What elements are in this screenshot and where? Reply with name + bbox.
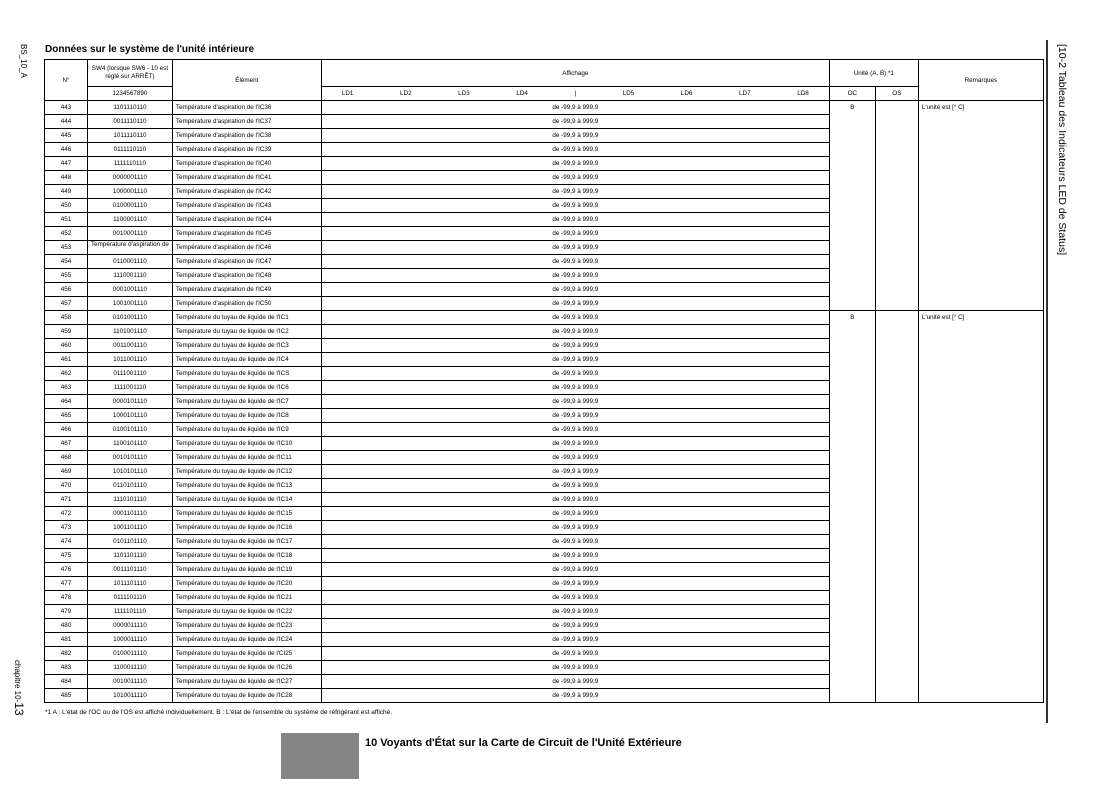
- sw4-setting: 1100101110: [88, 437, 173, 451]
- unit-os: [875, 311, 918, 703]
- sw4-setting: 0001101110: [88, 507, 173, 521]
- row-number: 446: [45, 143, 88, 157]
- sw4-setting: 1110001110: [88, 269, 173, 283]
- row-element: Température du tuyau de liquide de l'IC14: [172, 493, 321, 507]
- row-number: 480: [45, 619, 88, 633]
- row-number: 470: [45, 479, 88, 493]
- chapter-label: [12, 660, 26, 716]
- row-number: 455: [45, 269, 88, 283]
- unit-oc: B: [829, 101, 875, 311]
- remarks: L'unité est [° C]: [918, 311, 1043, 703]
- header-remarks: Remarques: [918, 60, 1043, 101]
- row-number: 469: [45, 465, 88, 479]
- row-number: 474: [45, 535, 88, 549]
- row-display-range: de -99,9 à 999,9: [321, 213, 829, 227]
- header-unit: [829, 60, 918, 87]
- header-element: Élément: [172, 60, 321, 101]
- row-number: 460: [45, 339, 88, 353]
- sw4-setting: 1101101110: [88, 549, 173, 563]
- row-element: Température d'aspiration de l'IC50: [172, 297, 321, 311]
- row-display-range: de -99,9 à 999,9: [321, 465, 829, 479]
- row-element: Température d'aspiration de l'IC37: [172, 115, 321, 129]
- row-display-range: de -99,9 à 999,9: [321, 689, 829, 703]
- row-element: Température du tuyau de liquide de l'IC23: [172, 619, 321, 633]
- table-row: [45, 311, 1044, 325]
- row-display-range: de -99,9 à 999,9: [321, 339, 829, 353]
- row-display-range: de -99,9 à 999,9: [321, 437, 829, 451]
- row-number: 465: [45, 409, 88, 423]
- row-number: 450: [45, 199, 88, 213]
- sw4-setting: 1010101110: [88, 465, 173, 479]
- sw4-setting: 0011001110: [88, 339, 173, 353]
- next-section-heading: 10 Voyants d'État sur la Carte de Circuit de l'Unité Extérieure: [365, 737, 682, 749]
- header-display: Affichage: [321, 60, 829, 87]
- led-label: LD8: [797, 90, 809, 97]
- row-display-range: de -99,9 à 999,9: [321, 563, 829, 577]
- row-element: Température du tuyau de liquide de l'IC22: [172, 605, 321, 619]
- row-element: Température du tuyau de liquide de l'IC19: [172, 563, 321, 577]
- sw4-setting: 0011101110: [88, 563, 173, 577]
- row-display-range: de -99,9 à 999,9: [321, 675, 829, 689]
- footnote: *1 A : L'état de l'OC ou de l'OS est affiché individuellement. B : L'état de l'ensemble du système de réfrigérant est affiché.: [45, 709, 393, 716]
- row-element: Température du tuyau de liquide de l'IC21: [172, 591, 321, 605]
- row-element: Température du tuyau de liquide de l'IC17: [172, 535, 321, 549]
- row-number: 451: [45, 213, 88, 227]
- row-element: Température du tuyau de liquide de l'IC18: [172, 549, 321, 563]
- row-number: 457: [45, 297, 88, 311]
- sw4-setting: 0110001110: [88, 255, 173, 269]
- row-element: Température du tuyau de liquide de l'IC7: [172, 395, 321, 409]
- header-oc: OC: [829, 87, 875, 101]
- header-unit-label: Unité (A, B) *1: [853, 69, 894, 77]
- row-display-range: de -99,9 à 999,9: [321, 633, 829, 647]
- sw4-setting: 1111110110: [88, 157, 173, 171]
- unit-os: [875, 101, 918, 311]
- sw4-setting: Température d'aspiration de: [88, 241, 173, 255]
- row-number: 467: [45, 437, 88, 451]
- row-display-range: de -99,9 à 999,9: [321, 451, 829, 465]
- row-element: Température d'aspiration de l'IC47: [172, 255, 321, 269]
- row-element: Température du tuyau de liquide de l'IC11: [172, 451, 321, 465]
- row-display-range: de -99,9 à 999,9: [321, 101, 829, 115]
- row-element: Température d'aspiration de l'IC49: [172, 283, 321, 297]
- row-element: Température d'aspiration de l'IC46: [172, 241, 321, 255]
- row-number: 452: [45, 227, 88, 241]
- sw4-setting: 1101001110: [88, 325, 173, 339]
- row-element: Température d'aspiration de l'IC44: [172, 213, 321, 227]
- document-code: BS_10_A: [19, 44, 28, 78]
- section-title: Données sur le système de l'unité intérieure: [45, 44, 255, 55]
- row-display-range: de -99,9 à 999,9: [321, 577, 829, 591]
- sw4-setting: 0010001110: [88, 227, 173, 241]
- row-number: 444: [45, 115, 88, 129]
- row-number: 448: [45, 171, 88, 185]
- row-display-range: de -99,9 à 999,9: [321, 227, 829, 241]
- header-sw4: SW4 (lorsque SW6 - 10 est réglé sur ARRÊT): [88, 60, 173, 87]
- row-number: 449: [45, 185, 88, 199]
- led-label: LD5: [622, 90, 635, 97]
- row-element: Température d'aspiration de l'IC36: [172, 101, 321, 115]
- row-number: 453: [45, 241, 88, 255]
- row-number: 447: [45, 157, 88, 171]
- row-display-range: de -99,9 à 999,9: [321, 353, 829, 367]
- row-element: Température du tuyau de liquide de l'IC4: [172, 353, 321, 367]
- row-display-range: de -99,9 à 999,9: [321, 535, 829, 549]
- sw4-setting: 0100101110: [88, 423, 173, 437]
- row-display-range: de -99,9 à 999,9: [321, 381, 829, 395]
- row-number: 483: [45, 661, 88, 675]
- margin-rule: [1046, 40, 1048, 723]
- row-number: 464: [45, 395, 88, 409]
- sw4-setting: 1000001110: [88, 185, 173, 199]
- sw4-setting: 0110101110: [88, 479, 173, 493]
- row-display-range: de -99,9 à 999,9: [321, 143, 829, 157]
- row-number: 484: [45, 675, 88, 689]
- sw4-setting: 0000101110: [88, 395, 173, 409]
- row-element: Température du tuyau de liquide de l'IC26: [172, 661, 321, 675]
- row-element: Température d'aspiration de l'IC41: [172, 171, 321, 185]
- row-number: 463: [45, 381, 88, 395]
- sw4-setting: 1001001110: [88, 297, 173, 311]
- row-number: 458: [45, 311, 88, 325]
- row-display-range: de -99,9 à 999,9: [321, 395, 829, 409]
- row-element: Température du tuyau de liquide de l'IC12: [172, 465, 321, 479]
- led-separator: |: [574, 90, 577, 97]
- row-element: Température du tuyau de liquide de l'IC2: [172, 325, 321, 339]
- row-element: Température d'aspiration de l'IC40: [172, 157, 321, 171]
- row-number: 466: [45, 423, 88, 437]
- row-number: 445: [45, 129, 88, 143]
- section-side-title: [10-2 Tableau des Indicateurs LED de Status]: [1056, 44, 1068, 256]
- led-label: LD1: [341, 90, 354, 97]
- sw4-setting: 0100001110: [88, 199, 173, 213]
- row-display-range: de -99,9 à 999,9: [321, 605, 829, 619]
- sw4-setting: 1011101110: [88, 577, 173, 591]
- row-element: Température du tuyau de liquide de l'IC1: [172, 311, 321, 325]
- sw4-setting: 0111110110: [88, 143, 173, 157]
- header-no: N°: [45, 60, 88, 101]
- remarks: L'unité est [° C]: [918, 101, 1043, 311]
- sw4-setting: 1000011110: [88, 633, 173, 647]
- row-element: Température d'aspiration de l'IC48: [172, 269, 321, 283]
- row-number: 475: [45, 549, 88, 563]
- table-row: [45, 101, 1044, 115]
- row-element: Température du tuyau de liquide de l'IC24: [172, 633, 321, 647]
- row-display-range: de -99,9 à 999,9: [321, 311, 829, 325]
- led-label: LD6: [680, 90, 693, 97]
- sw4-setting: 1100001110: [88, 213, 173, 227]
- sw4-setting: 1101110110: [88, 101, 173, 115]
- header-sw4-bits: 1234567890: [88, 87, 173, 101]
- row-display-range: de -99,9 à 999,9: [321, 241, 829, 255]
- row-number: 478: [45, 591, 88, 605]
- section-tab-marker: [281, 733, 359, 779]
- sw4-setting: 0100011110: [88, 647, 173, 661]
- row-display-range: de -99,9 à 999,9: [321, 283, 829, 297]
- row-display-range: de -99,9 à 999,9: [321, 549, 829, 563]
- row-number: 443: [45, 101, 88, 115]
- row-number: 482: [45, 647, 88, 661]
- row-number: 479: [45, 605, 88, 619]
- sw4-setting: 0010101110: [88, 451, 173, 465]
- row-number: 462: [45, 367, 88, 381]
- sw4-setting: 0000011110: [88, 619, 173, 633]
- page-number: 13: [12, 702, 26, 716]
- chapter-text: chapitre 10-: [13, 660, 22, 703]
- row-element: Température du tuyau de liquide de l'IC15: [172, 507, 321, 521]
- row-number: 454: [45, 255, 88, 269]
- row-display-range: de -99,9 à 999,9: [321, 507, 829, 521]
- row-element: Température d'aspiration de l'IC43: [172, 199, 321, 213]
- row-element: Température d'aspiration de l'IC39: [172, 143, 321, 157]
- row-element: Température du tuyau de liquide de l'IC28: [172, 689, 321, 703]
- row-display-range: de -99,9 à 999,9: [321, 423, 829, 437]
- row-number: 485: [45, 689, 88, 703]
- row-display-range: de -99,9 à 999,9: [321, 255, 829, 269]
- row-element: Température du tuyau de liquide de l'IC9: [172, 423, 321, 437]
- header-leds: [321, 87, 829, 101]
- sw4-setting: 1111101110: [88, 605, 173, 619]
- row-display-range: de -99,9 à 999,9: [321, 591, 829, 605]
- row-display-range: de -99,9 à 999,9: [321, 129, 829, 143]
- row-display-range: de -99,9 à 999,9: [321, 479, 829, 493]
- row-display-range: de -99,9 à 999,9: [321, 325, 829, 339]
- row-display-range: de -99,9 à 999,9: [321, 493, 829, 507]
- led-label: LD4: [516, 90, 528, 97]
- row-element: Température du tuyau de liquide de l'CI25: [172, 647, 321, 661]
- row-number: 471: [45, 493, 88, 507]
- row-element: Température du tuyau de liquide de l'IC8: [172, 409, 321, 423]
- sw4-setting: 1011110110: [88, 129, 173, 143]
- row-element: Température d'aspiration de l'IC42: [172, 185, 321, 199]
- sw4-setting: 1111001110: [88, 381, 173, 395]
- sw4-setting: 0101001110: [88, 311, 173, 325]
- row-element: Température du tuyau de liquide de l'ICS: [172, 367, 321, 381]
- header-os: OS: [875, 87, 918, 101]
- row-number: 481: [45, 633, 88, 647]
- sw4-setting: 1011001110: [88, 353, 173, 367]
- row-element: Température du tuyau de liquide de l'IC3: [172, 339, 321, 353]
- indoor-unit-data-table: [44, 59, 1044, 703]
- row-element: Température d'aspiration de l'IC45: [172, 227, 321, 241]
- row-display-range: de -99,9 à 999,9: [321, 199, 829, 213]
- row-element: Température du tuyau de liquide de l'IC27: [172, 675, 321, 689]
- unit-oc: B: [829, 311, 875, 703]
- led-label: LD2: [400, 90, 412, 97]
- sw4-setting: 1110101110: [88, 493, 173, 507]
- sw4-setting: 1100011110: [88, 661, 173, 675]
- row-display-range: de -99,9 à 999,9: [321, 269, 829, 283]
- sw4-setting: 0111101110: [88, 591, 173, 605]
- row-number: 461: [45, 353, 88, 367]
- sw4-setting: 0000001110: [88, 171, 173, 185]
- row-number: 473: [45, 521, 88, 535]
- row-display-range: de -99,9 à 999,9: [321, 367, 829, 381]
- sw4-setting: 0111001110: [88, 367, 173, 381]
- row-element: Température du tuyau de liquide de l'IC16: [172, 521, 321, 535]
- sw4-setting: 0011110110: [88, 115, 173, 129]
- row-element: Température du tuyau de liquide de l'IC6: [172, 381, 321, 395]
- row-number: 456: [45, 283, 88, 297]
- row-display-range: de -99,9 à 999,9: [321, 409, 829, 423]
- row-element: Température du tuyau de liquide de l'IC20: [172, 577, 321, 591]
- row-number: 472: [45, 507, 88, 521]
- row-element: Température du tuyau de liquide de l'IC13: [172, 479, 321, 493]
- sw4-setting: 0101101110: [88, 535, 173, 549]
- row-number: 476: [45, 563, 88, 577]
- sw4-setting: 0001001110: [88, 283, 173, 297]
- row-display-range: de -99,9 à 999,9: [321, 115, 829, 129]
- row-display-range: de -99,9 à 999,9: [321, 297, 829, 311]
- sw4-setting: 0010011110: [88, 675, 173, 689]
- sw4-setting: 1001101110: [88, 521, 173, 535]
- row-display-range: de -99,9 à 999,9: [321, 171, 829, 185]
- row-display-range: de -99,9 à 999,9: [321, 185, 829, 199]
- row-number: 477: [45, 577, 88, 591]
- row-display-range: de -99,9 à 999,9: [321, 647, 829, 661]
- row-display-range: de -99,9 à 999,9: [321, 157, 829, 171]
- row-number: 459: [45, 325, 88, 339]
- sw4-setting: 1000101110: [88, 409, 173, 423]
- led-label: LD3: [458, 90, 470, 97]
- row-number: 468: [45, 451, 88, 465]
- row-display-range: de -99,9 à 999,9: [321, 661, 829, 675]
- led-label: LD7: [739, 90, 751, 97]
- row-element: Température d'aspiration de l'IC38: [172, 129, 321, 143]
- row-display-range: de -99,9 à 999,9: [321, 521, 829, 535]
- sw4-setting: 1010011110: [88, 689, 173, 703]
- row-display-range: de -99,9 à 999,9: [321, 619, 829, 633]
- row-element: Température du tuyau de liquide de l'IC10: [172, 437, 321, 451]
